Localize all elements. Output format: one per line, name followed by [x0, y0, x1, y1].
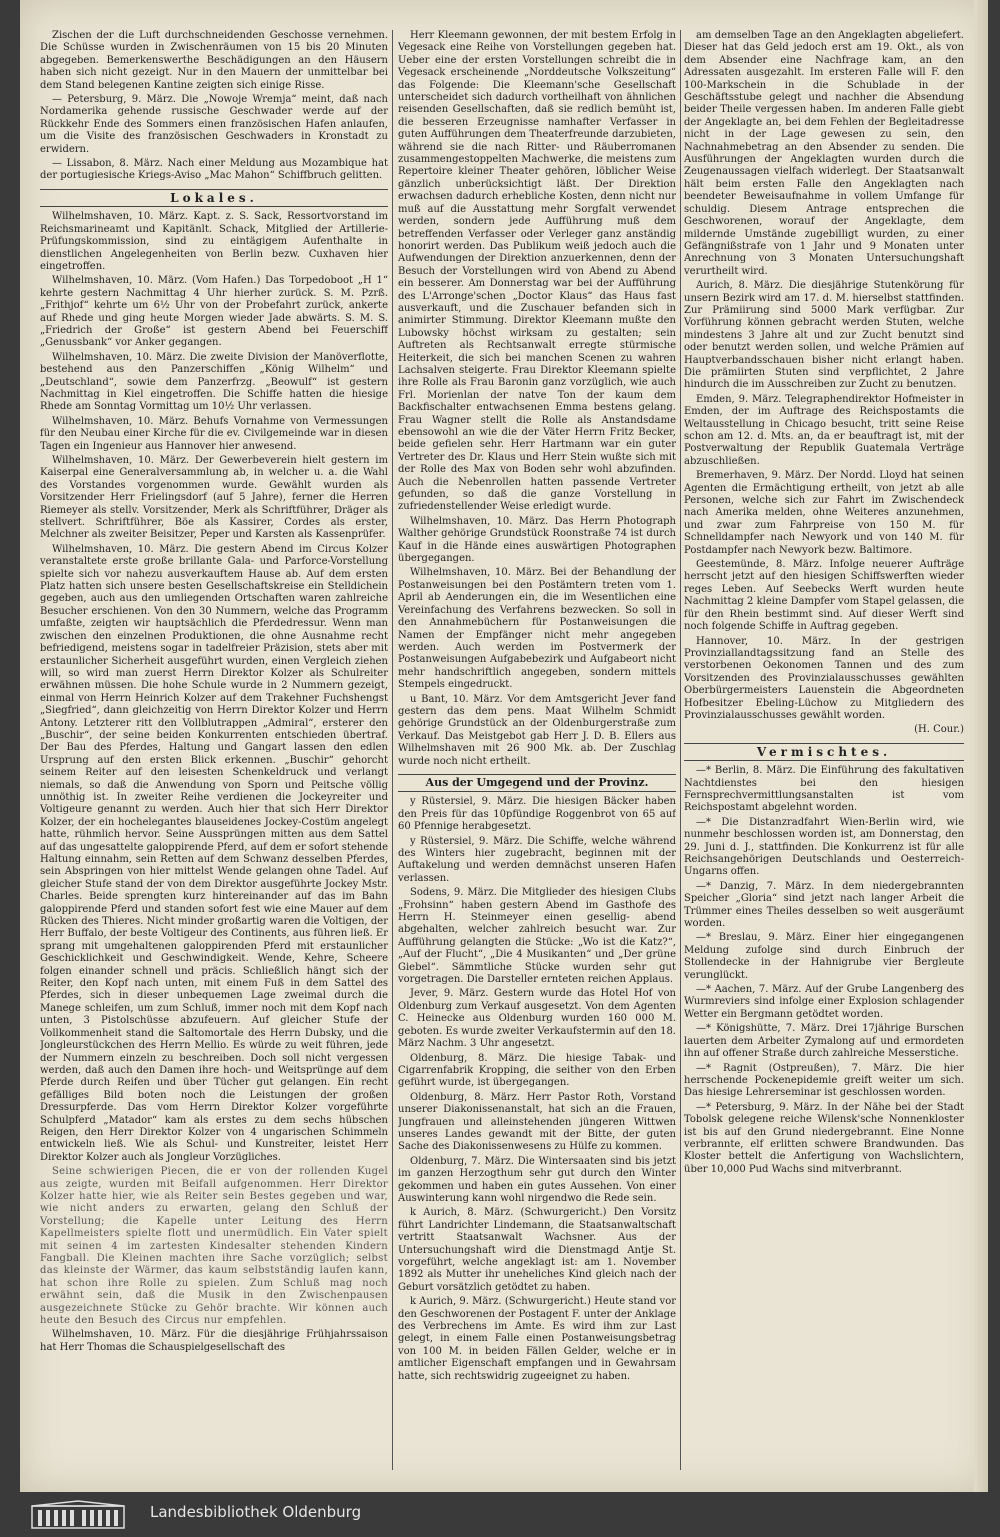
article-jever: Jever, 9. März. Gestern wurde das Hotel Hof von Oldenburg zum Verkauf ausgesetzt. Von dem Agenten C. Heinecke aus Oldenburg wurden 160 000 M. geboten. Es wurde zweiter Verkaufstermin auf den 18. März Nachm. 3 Uhr angesetzt. [398, 988, 676, 1050]
article-aurich-1: k Aurich, 8. März. (Schwurgericht.) Den Vorsitz führt Landrichter Lindemann, die Staatsanwaltschaft vertritt Staatsanwalt Wachsner. Aus der Untersuchungshaft wird die Dienstmagd Antje St. vorgeführt, welche angeklagt ist: am 1. November 1892 als Mutter ihr uneheliches Kind gleich nach der Geburt vorsätzlich getödtet zu haben. [398, 1207, 676, 1293]
article-geestemuende: Geestemünde, 8. März. Infolge neuerer Aufträge herrscht jetzt auf den hiesigen Schiffswerften wieder reges Leben. Auf Seebecks Werft wurden heute Nachmittag 2 kleine Dampfer vom Stapel gelassen, die für den Rhein bestimmt sind. Auf dieser Werft sind noch folgende Schiffe in Auftrag gegeben. [684, 559, 964, 633]
article-lissabon: — Lissabon, 8. März. Nach einer Meldung aus Mozambique hat der portugiesische Kriegs-Aviso „Mac Mahon“ Schiffbruch gelitten. [40, 158, 388, 182]
article-theater: Herr Kleemann gewonnen, der mit bestem Erfolg in Vegesack eine Reihe von Vorstellungen gegeben hat. Ueber eine der ersten Vorstellungen schreibt die in Vegesack erscheinende „Norddeutsche Volkszeitung“ das Folgende: Die Kleemann'sche Gesellschaft unterscheidet sich dadurch vortheilhaft von ähnlichen reisenden Gesellschaften, daß sie redlich bemüht ist, die besseren Erzeugnisse namhafter Verfasser in guten Aufführungen dem Theaterfreunde darzubieten, während sie die nach Ritter- und Räuberromanen zusammengestoppelten Machwerke, die meistens zum Repertoire kleiner Theater gehören, löblicher Weise gänzlich unberücksichtigt läßt. Der Direktion erwachsen dadurch erhebliche Kosten, denn nicht nur muß auf die Ausstattung mehr Sorgfalt verwendet werden, sondern jede Aufführung muß dem betreffenden Verfasser oder Verleger ganz anständig honorirt werden. Das Publikum weiß jedoch auch die Aufwendungen der Direktion anzuerkennen, denn der Besuch der Vorstellungen wird von Abend zu Abend ein besserer. Am Donnerstag war bei der Aufführung des L'Arronge'schen „Doctor Klaus“ das Haus fast ausverkauft, und die Zuschauer befanden sich in animirter Stimmung. Direktor Kleemann mußte den Lubowsky höchst wirksam zu gestalten; sein Auftreten als Rechtsanwalt erregte stürmische Heiterkeit, die sich bei manchen Scenen zu wahren Lachsalven steigerte. Frau Direktor Kleemann spielte ihre Rolle als Frau Baronin ganz vorzüglich, wie auch Frl. Morienlan der natve Ton der kaum dem Backfischalter entwachsenen Emma bestens gelang. Frau Wagner stellt die Rolle als Anstandsdame ebensowohl an wie die der Väter Herrn Fritz Becker, beide gefielen sehr. Herr Hartmann war ein guter Vertreter des Dr. Klaus und Herr Stein wußte sich mit der Rolle des Max von Boden sehr wohl abzufinden. Auch die Nebenrollen hatten passende Vertreter gefunden, so daß die ganze Vorstellung in zufriedenstellender Weise erledigt wurde. [398, 30, 676, 513]
article-oldenburg-3: Oldenburg, 7. März. Die Wintersaaten sind bis jetzt im ganzen Herzogthum sehr gut durch den Winter gekommen und haben ein gutes Aussehen. Von einer Auswinterung kann wohl nirgendwo die Rede sein. [398, 1155, 676, 1204]
article-aachen: —* Aachen, 7. März. Auf der Grube Langenberg des Wurmreviers sind infolge einer Explosion schlagender Wetter ein Bergmann getödtet worden. [684, 984, 964, 1020]
article-circus-continued: Seine schwierigen Piecen, die er von der rollenden Kugel aus zeigte, wurden mit Beifall aufgenommen. Herr Direktor Kolzer hatte hier, wie als Reiter sein Bestes gegeben und war, wie nicht anders zu erwarten, gelang den Schluß der Vorstellung; die Kapelle unter Leitung des Herrn Kapellmeisters spielte flott und unermüdlich. Ein Vater spielt mit seinen 4 im zartesten Kindesalter stehenden Kindern Fangball. Die Kleinen machten ihre Sache vorzüglich; selbst das kleinste der Wärmer, das kaum selbstständig laufen kann, hat schon ihre Rolle zu spielen. Zum Schluß mag noch erwähnt sein, daß die Musik in den Zwischenpausen ausgezeichnete Stücke zu Gehör brachte. Wir können auch heute den Besuch des Circus nur empfehlen. [40, 1166, 388, 1327]
article-oldenburg-2: Oldenburg, 8. März. Herr Pastor Roth, Vorstand unserer Diakonissenanstalt, hat sich an die Frauen, Jungfrauen und alleinstehenden jüngeren Wittwen unseres Landes gewandt mit der Bitte, der guten Sache des Diakonissenwesens zu Hülfe zu kommen. [398, 1091, 676, 1153]
article-lokales-last: Wilhelmshaven, 10. März. Für die diesjährige Frühjahrssaison hat Herr Thomas die Schauspielgesellschaft des [40, 1329, 388, 1353]
section-heading-lokales: Lokales. [40, 189, 388, 207]
article-petersburg-kloster: —* Petersburg, 9. März. In der Nähe bei der Stadt Tobolsk gelegene reiche Wilensk'sche Nonnenkloster ist bis auf den Grund niedergebrannt. Eine Nonne verbrannte, elf erlitten schwere Brandwunden. Das Kloster bettelt die Anfertigung von Wachslichtern, über 10,000 Pud Wachs sind mitverbrannt. [684, 1101, 964, 1175]
column-1 [40, 30, 388, 1480]
article-postanweisungen: Wilhelmshaven, 10. März. Bei der Behandlung der Postanweisungen bei den Postämtern treten vom 1. April ab Aenderungen ein, die im Wesentlichen eine Vereinfachung des Verfahrens bezwecken. So soll in den Annahmebüchern für Postanweisungen die Namen der Empfänger nicht mehr angegeben werden. Auch werden im Postvermerk der Postanweisungen Aufgabebezirk und Aufgabeort nicht mehr handschriftlich angegeben, sondern mittels Stempels eingedruckt. [398, 567, 676, 691]
article-bant: u Bant, 10. März. Vor dem Amtsgericht Jever fand gestern das dem pens. Maat Wilhelm Schmidt gehörige Grundstück an der Oldenburgerstraße zum Verkauf. Das Meistgebot gab Herr J. D. B. Ellers aus Wilhelmshaven mit 26 900 Mk. ab. Der Zuschlag wurde noch nicht ertheilt. [398, 693, 676, 767]
article-aurich-continued: am demselben Tage an den Angeklagten abgeliefert. Dieser hat das Geld jedoch erst am 19. Okt., als von dem Absender eine Nachfrage kam, an den Adressaten ausgezahlt. Im ersteren Falle will F. den 100-Markschein in die Schublade in der Geschäftsstube gelegt und nachher die Absendung beider Theile vergessen haben. Im anderen Falle giebt der Angeklagte an, bei dem Fehlen der Begleitadresse nicht in der Lage gewesen zu sein, den Nachnahmebetrag an den Absender zu senden. Die Ausführungen der Angeklagten wurden durch die Zeugenaussagen vielfach widerlegt. Der Staatsanwalt hält beim ersten Falle den Angeklagten nach beendeter Beweisaufnahme in vollem Umfange für schuldig. Diesem Antrage entsprechen die Geschworenen, worauf der Angeklagte, dem mildernde Umstände zugebilligt wurden, zu einer Gefängnißstrafe von 1 Jahr und 9 Monaten unter Anrechnung von 3 Monaten Untersuchungshaft verurtheilt wird. [684, 30, 964, 277]
article-koenigshuette: —* Königshütte, 7. März. Drei 17jährige Burschen lauerten dem Arbeiter Zymalong auf und ermordeten ihn auf offener Straße durch zahlreiche Messerstiche. [684, 1023, 964, 1060]
column-2 [398, 30, 676, 1480]
article-lokales-3: Wilhelmshaven, 10. März. Die zweite Division der Manöverflotte, bestehend aus den Panzerschiffen „König Wilhelm“ und „Deutschland“, sowie dem Panzerfrzg. „Beowulf“ ist gestern Nachmittag in Kiel eingetroffen. Die Schiffe hatten die hiesige Rhede am Sonntag Vormittag um 10½ Uhr verlassen. [40, 351, 388, 413]
article-circus: Wilhelmshaven, 10. März. Die gestern Abend im Circus Kolzer veranstaltete erste große brillante Gala- und Parforce-Vorstellung spielte sich vor nahezu ausverkauftem Hause ab. Auf dem ersten Platz hatten sich unsere besten Gesellschaftskreise ein Stelldichein gegeben, auch aus den umliegenden Ortschaften waren zahlreiche Besucher erschienen. Von den 30 Nummern, welche das Programm umfaßte, zeigten wir hauptsächlich die Pferdedressur. Wenn man zwischen den einzelnen Produktionen, die ohne Ausnahme recht befriedigend, meistens sogar in tadelfreier Präzision, stets aber mit erstaunlicher Sicherheit ausgeführt wurden, einen Vergleich ziehen will, so wird man zuerst Herrn Direktor Kolzer als Schulreiter erwähnen müssen. Die hohe Schule wurde in 2 Nummern gezeigt, einmal von Herrn Heinrich Kolzer auf dem Trakehner Fuchshengst „Siegfried“, dann gleichzeitig von Herrn Direktor Kolzer und Herrn Antony. Letzterer ritt den Vollblutrappen „Admiral“, ersterer den „Buschir“, der seine beiden Konkurrenten entschieden übertraf. Der Bau des Pferdes, Haltung und Gangart lassen den edlen Ursprung auf den ersten Blick erkennen. „Buschir“ gehorcht seinem Reiter auf den leisesten Schenkeldruck und verlangt niemals, so daß die Anwendung von Sporn und Peitsche völlig unnöthig ist. In zweiter Reihe verdienen die Jockeyreiter und Voltigeure genannt zu werden. Auch hier that sich Herr Direktor Kolzer, der ein hochelegantes blauseidenes Jockey-Costüm angelegt hatte, rühmlich hervor. Seine Aussprüngen mitten aus dem Sattel auf das ungesattelte galoppirende Pferd, auf dem er sofort stehende Haltung einnahm, sein Retten auf dem Schwanz desselben Pferdes, sein Abspringen von hier mittelst Wende gelangen ohne Tadel. Auf gleicher Stufe stand der von dem Direktor ausgeführte Jockey Mstr. Charles. Beide sprengten kurz hintereinander auf das im Bahn galoppirende Pferd und standen sofort fest wie eine Mauer auf dem Rücken des Thieres. Nicht minder großartig waren die Voltigen, der Herr Buffalo, der beste Voltigeur des Continents, aus führen ließ. Er sprang mit umgehaltenen galoppirenden Pferd mit erstaunlicher Geschicklichkeit und Geschwindigkeit. Wende, Kehre, Scheere folgen einander schnell und präcis. Schließlich hängt sich der Reiter, den Kopf nach unten, mit einem Fuß in dem Sattel des Pferdes, sich in dieser unbequemen Lage zweimal durch die Manege schleifen, um zum Schluß, immer noch mit dem Kopf nach unten, 3 Pistolschüsse abzufeuern. Auf gleicher Stufe der Vollkommenheit stand die Saltomortale des Herrn Dubsky, und die Jongleurstückchen des Herrn Mellio. Es würde zu weit führen, jede der Nummern einzeln zu beschreiben. Doch soll nicht vergessen werden, daß auch den Damen ihre hoch- und Weitsprünge auf dem Pferde durch Reifen und über Tücher gut gelangen. Ein recht gefälliges Bild boten noch die Leistungen der großen Dressurpferde. Das vom Herrn Direktor Kolzer vorgeführte Schulpferd „Matador“ kam als erstes zu dem sechs hübschen Reigen, den Herr Direktor Kolzer von 4 ungarischen Schimmeln entwickeln ließ. Wie als Schul- und Kunstreiter, leistet Herr Direktor Kolzer auch als Jongleur Vorzügliches. [40, 543, 388, 1163]
article-aurich-stuten: Aurich, 8. März. Die diesjährige Stutenkörung für unsern Bezirk wird am 17. d. M. hierselbst stattfinden. Zur Prämiirung sind 5000 Mark verfügbar. Zur Vorführung können gebracht werden Stuten, welche mindestens 3 Jahre alt und zur Zucht benutzt sind oder benutzt werden sollen, und welche Prämien auf Hauptverbandsschauen bisher nicht erlangt haben. Die prämiirten Stuten sind verpflichtet, 2 Jahre hindurch die im Ausschreiben zur Zucht zu benutzen. [684, 280, 964, 391]
article-sodens: Sodens, 9. März. Die Mitglieder des hiesigen Clubs „Frohsinn“ haben gestern Abend im Gasthofe des Herrn H. Steinmeyer einen gesellig- abend abgehalten, welcher zahlreich besucht war. Zur Aufführung gelangten die Stücke: „Wo ist die Katz?“, „Auf der Flucht“, „Die 4 Musikanten“ und „Der grüne Giebel“. Sämmtliche Stücke wurden sehr gut vorgetragen. Die Darsteller ernteten reichen Applaus. [398, 887, 676, 986]
article-signature: (H. Cour.) [914, 724, 964, 736]
article-hannover: Hannover, 10. März. In der gestrigen Provinziallandtagssitzung fand an Stelle des verstorbenen Oekonomen Tannen und des zum Vorsitzenden des Provinzialausschusses gewählten Oberbürgermeisters Lauenstein die Abgeordneten Hofbesitzer Ebeling-Lüchow zu Mitgliedern des Provinzialausschusses gewählt worden. [684, 635, 964, 721]
article-intro: Zischen der die Luft durchschneidenden Geschosse vernehmen. Die Schüsse wurden in Zwischenräumen von 15 bis 20 Minuten abgegeben. Bemerkenswerthe Beschädigungen an den Häusern haben sich nicht gezeigt. Nur in den Mauern der unmittelbar bei dem Stand belegenen Kantine zeigten sich einige Risse. [40, 30, 388, 91]
library-name: Landesbibliothek Oldenburg [150, 1503, 362, 1521]
article-lokales-1: Wilhelmshaven, 10. März. Kapt. z. S. Sack, Ressortvorstand im Reichsmarineamt und Kapitänlt. Schack, Mitglied der Artillerie-Prüfungskommission, sind zu eintägigem Aufenthalte in dienstlichen Angelegenheiten von Berlin bezw. Cuxhaven hier eingetroffen. [40, 211, 388, 272]
article-petersburg: — Petersburg, 9. März. Die „Nowoje Wremja“ meint, daß nach Nordamerika gehende russische Geschwader werde auf der Rückkehr Ende des Sommers einen französischen Hafen anlaufen, um die Visite des französischen Geschwaders in Kronstadt zu erwidern. [40, 94, 388, 155]
section-heading-umgegend: Aus der Umgegend und der Provinz. [398, 774, 676, 792]
article-ruestersiel-2: y Rüstersiel, 9. März. Die Schiffe, welche während des Winters hier zugebracht, beginnen mit der Auftakelung und werden demnächst unseren Hafen verlassen. [398, 835, 676, 884]
article-grundstueck: Wilhelmshaven, 10. März. Das Herrn Photograph Walther gehörige Grundstück Roonstraße 74 ist durch Kauf in die Hände eines auswärtigen Photographen übergegangen. [398, 515, 676, 565]
article-bremerhaven: Bremerhaven, 9. März. Der Nordd. Lloyd hat seinen Agenten die Ermächtigung ertheilt, von jetzt ab alle Personen, welche sich zur Fahrt im Zwischendeck nach Amerika melden, ohne Weiteres anzunehmen, und zwar zum Fahrpreise von 150 M. für Schnelldampfer nach Newyork und von 140 M. für Postdampfer nach Newyork bezw. Baltimore. [684, 470, 964, 556]
article-berlin: —* Berlin, 8. März. Die Einführung des fakultativen Nachtdienstes bei den hiesigen Fernsprechvermittlungsanstalten ist vom Reichspostamt abgelehnt worden. [684, 765, 964, 814]
article-danzig: —* Danzig, 7. März. In dem niedergebrannten Speicher „Gloria“ sind jetzt nach langer Arbeit die Trümmer eines Theiles desselben so weit ausgeräumt worden. [684, 880, 964, 930]
newspaper-page [20, 0, 988, 1492]
article-breslau: —* Breslau, 9. März. Einer hier eingegangenen Meldung zufolge sind durch Einbruch der Stollendecke in der Hahnigrube vier Bergleute verunglückt. [684, 932, 964, 981]
page-fold-shadow [974, 0, 988, 1492]
article-lokales-2: Wilhelmshaven, 10. März. (Vom Hafen.) Das Torpedoboot „H 1“ kehrte gestern Nachmittag 4 Uhr hierher zurück. S. M. Pzrß. „Frithjof“ kehrte um 6½ Uhr von der Probefahrt zurück, ankerte auf Rhede und ging heute Morgen wieder Jade abwärts. S. M. S. „Friedrich der Große“ ist gestern Abend bei Feuerschiff „Genussbank“ vor Anker gegangen. [40, 275, 388, 349]
article-lokales-4: Wilhelmshaven, 10. März. Behufs Vornahme von Vermessungen für den Neubau einer Kirche für die ev. Civilgemeinde war in diesen Tagen ein Ingenieur aus Hannover hier anwesend. [40, 415, 388, 452]
footer-bar [0, 1492, 1000, 1537]
column-3 [684, 30, 964, 1480]
column-divider-1 [392, 30, 393, 1470]
article-emden: Emden, 9. März. Telegraphendirektor Hofmeister in Emden, der im Auftrage des Reichspostamts die Weltausstellung in Chicago besucht, tritt seine Reise schon am 12. d. Mts. an, da er beauftragt ist, mit der Postverwaltung der Republik Guatemala Verträge abzuschließen. [684, 393, 964, 467]
article-ruestersiel-1: y Rüstersiel, 9. März. Die hiesigen Bäcker haben den Preis für das 10pfündige Roggenbrot von 65 auf 60 Pfennige herabgesetzt. [398, 796, 676, 833]
article-oldenburg-1: Oldenburg, 8. März. Die hiesige Tabak- und Cigarrenfabrik Kropping, die seither von den Erben geführt wurde, ist übergegangen. [398, 1052, 676, 1089]
library-building-icon [30, 1500, 126, 1530]
section-heading-vermischtes: Vermischtes. [684, 743, 964, 761]
article-ragnit: —* Ragnit (Ostpreußen), 7. März. Die hier herrschende Pockenepidemie greift weiter um sich. Das hiesige Lehrerseminar ist geschlossen worden. [684, 1062, 964, 1099]
article-radfahrt: —* Die Distanzradfahrt Wien-Berlin wird, wie nunmehr beschlossen worden ist, am Donnerstag, den 29. Juni d. J., stattfinden. Die Konkurrenz ist für alle Reichsangehörigen Deutschlands und Oesterreich-Ungarns offen. [684, 816, 964, 878]
article-lokales-5: Wilhelmshaven, 10. März. Der Gewerbeverein hielt gestern im Kaiserpal eine Generalversammlung ab, in welcher u. a. die Wahl des Vorstandes vorgenommen wurde. Gewählt wurden als Vorsitzender Herr Frielingsdorf (auf 5 Jahre), ferner die Herren Riemeyer als stellv. Vorsitzender, Merk als Schriftführer, Dräger als stellvert. Schriftführer, Böe als Kassirer, Cordes als erster, Melchner als zweiter Beisitzer, Peper und Karsten als Kassenprüfer. [40, 455, 388, 541]
column-divider-2 [680, 30, 681, 1470]
article-aurich-2: k Aurich, 9. März. (Schwurgericht.) Heute stand vor den Geschworenen der Postagent F. unter der Anklage des Verbrechens im Amte. Es wird ihm zur Last gelegt, in einem Falle einen Postanweisungsbetrag von 100 M. in beiden Fällen Gelder, welche er in amtlicher Eigenschaft empfangen und in Gewahrsam hatte, sich rechtswidrig zugeeignet zu haben. [398, 1296, 676, 1382]
